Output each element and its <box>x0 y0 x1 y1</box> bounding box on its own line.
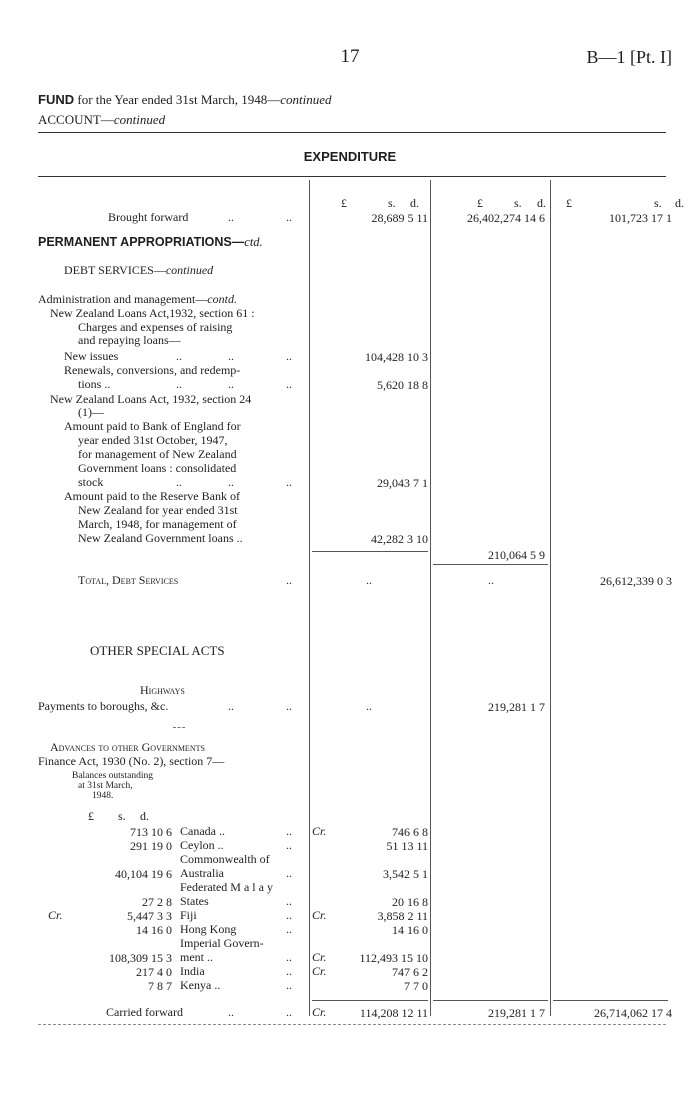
advance-balance: 27 2 8 <box>142 895 172 909</box>
advance-balance-credit: Cr. <box>48 908 63 922</box>
advance-balance: 40,104 19 6 <box>115 867 172 881</box>
permanent-appropriations-heading <box>38 235 263 250</box>
leader-dots: .. <box>228 1005 234 1019</box>
admin-text: Administration and management— <box>38 292 208 306</box>
rb-line-3: March, 1948, for management of <box>78 517 237 531</box>
leader-dots: .. <box>286 964 292 978</box>
advance-country: India <box>180 964 205 978</box>
col3-pound-header: £ <box>566 196 572 210</box>
account-continued: continued <box>113 112 166 127</box>
leader-dots: .. <box>228 475 234 489</box>
rb-amount: 42,282 3 10 <box>371 532 428 546</box>
col1-shilling-header: s. <box>388 196 396 210</box>
boe-line-2: year ended 31st October, 1947, <box>78 433 228 447</box>
advance-credit: Cr. <box>312 824 327 838</box>
header-title-rest: for the Year ended 31st March, 1948— <box>74 92 281 107</box>
subtotal-underline <box>433 564 548 565</box>
advance-amount: 3,542 5 1 <box>383 867 428 881</box>
loans-act-61: New Zealand Loans Act,1932, section 61 : <box>50 306 255 320</box>
balances-line-3: 1948. <box>92 791 114 801</box>
advance-country: Fiji <box>180 908 197 922</box>
leader-dots: .. <box>228 210 234 224</box>
col2-pound-header: £ <box>477 196 483 210</box>
advance-amount: 747 6 2 <box>392 965 428 979</box>
payments-label: Payments to boroughs, &c. <box>38 699 169 713</box>
carried-forward-credit: Cr. <box>312 1005 327 1019</box>
footer-rule <box>38 1024 666 1025</box>
col1-pence-header: d. <box>410 196 419 210</box>
permanent-heading-ctd: ctd. <box>244 235 263 249</box>
leader-dots: .. <box>286 475 292 489</box>
balance-shilling-header: s. <box>118 809 126 823</box>
advance-balance: 7 8 7 <box>148 979 172 993</box>
col2-pence-header: d. <box>537 196 546 210</box>
advance-credit: Cr. <box>312 950 327 964</box>
leader-dots: .. <box>176 349 182 363</box>
leader-dots: .. <box>488 573 494 587</box>
header-account-line <box>38 112 165 128</box>
debt-heading-text: DEBT SERVICES— <box>64 263 166 277</box>
account-word: ACCOUNT— <box>38 112 114 127</box>
payments-amount: 219,281 1 7 <box>488 700 545 714</box>
carried-forward-label: Carried forward <box>106 1005 183 1019</box>
col1-pound-header: £ <box>341 196 347 210</box>
boe-amount: 29,043 7 1 <box>377 476 428 490</box>
loans-act-24: New Zealand Loans Act, 1932, section 24 <box>50 392 252 406</box>
page-number: 17 <box>340 46 360 67</box>
advance-balance: 108,309 15 3 <box>109 951 172 965</box>
total-debt-services-label: Total, Debt Services <box>78 573 179 587</box>
renewals-line-1: Renewals, conversions, and redemp- <box>64 363 241 377</box>
carried-forward-col2: 219,281 1 7 <box>488 1006 545 1020</box>
advance-balance: 217 4 0 <box>136 965 172 979</box>
advance-country: Commonwealth of <box>180 852 270 866</box>
loans-act-24-sub: (1)— <box>78 405 104 419</box>
leader-dots: .. <box>286 908 292 922</box>
new-issues-amount: 104,428 10 3 <box>365 350 428 364</box>
admin-line <box>38 293 237 306</box>
leader-dots: .. <box>286 824 292 838</box>
balances-line-2: at 31st March, <box>78 781 133 791</box>
advance-country: Ceylon .. <box>180 838 224 852</box>
permanent-heading-text: PERMANENT APPROPRIATIONS— <box>38 235 245 249</box>
leader-dots: .. <box>286 210 292 224</box>
leader-dots: .. <box>286 377 292 391</box>
renewals-amount: 5,620 18 8 <box>377 378 428 392</box>
fund-word: FUND <box>38 92 75 107</box>
carried-forward-col1: 114,208 12 11 <box>359 1006 428 1020</box>
advance-balance: 14 16 0 <box>136 923 172 937</box>
leader-dots: .. <box>228 699 234 713</box>
advance-amount: 7 7 0 <box>404 979 428 993</box>
advance-balance: 291 19 0 <box>130 839 172 853</box>
section-title: EXPENDITURE <box>303 149 397 164</box>
boe-line-5: stock <box>78 475 104 489</box>
col3-pence-header: d. <box>675 196 684 210</box>
section-rule <box>38 176 666 177</box>
debt-subtotal: 210,064 5 9 <box>488 548 545 562</box>
header-title-continued: continued <box>280 92 332 107</box>
leader-dots: .. <box>286 349 292 363</box>
leader-dots: .. <box>176 377 182 391</box>
header-rule <box>38 132 666 133</box>
advance-credit: Cr. <box>312 908 327 922</box>
advance-country: Federated M a l a y <box>180 880 273 894</box>
subtotal-rule <box>312 551 428 552</box>
renewals-line-2: tions .. <box>78 377 111 391</box>
advance-country: Canada .. <box>180 824 225 838</box>
brought-forward-col2: 26,402,274 14 6 <box>467 211 545 225</box>
advance-balance: 713 10 6 <box>130 825 172 839</box>
leader-dots: .. <box>286 978 292 992</box>
brought-forward-col1: 28,689 5 11 <box>371 211 428 225</box>
debt-heading-continued: continued <box>165 263 214 277</box>
balances-line-1: Balances outstanding <box>72 771 153 781</box>
new-issues-label: New issues <box>64 349 119 363</box>
advance-amount: 3,858 2 11 <box>377 909 428 923</box>
rb-line-4: New Zealand Government loans .. <box>78 531 243 545</box>
leader-dots: .. <box>286 866 292 880</box>
brought-forward-col3: 101,723 17 1 <box>609 211 672 225</box>
total-debt-services-amount: 26,612,339 0 3 <box>600 574 672 588</box>
advances-heading: Advances to other Governments <box>50 740 205 754</box>
advance-country: Hong Kong <box>180 922 237 936</box>
leader-dots: .. <box>286 950 292 964</box>
leader-dots: .. <box>366 573 372 587</box>
advance-balance: 5,447 3 3 <box>127 909 172 923</box>
rb-line-2: New Zealand for year ended 31st <box>78 503 238 517</box>
advance-credit: Cr. <box>312 964 327 978</box>
advance-amount: 14 16 0 <box>392 923 428 937</box>
leader-dots: .. <box>286 573 292 587</box>
highways-heading: Highways <box>140 683 185 697</box>
advance-amount: 112,493 15 10 <box>359 951 428 965</box>
other-special-acts-heading: OTHER SPECIAL ACTS <box>90 643 225 658</box>
boe-line-3: for management of New Zealand <box>78 447 237 461</box>
leader-dots: .. <box>286 699 292 713</box>
document-reference: B—1 [Pt. I] <box>586 47 672 67</box>
carried-forward-col3: 26,714,062 17 4 <box>594 1006 672 1020</box>
leader-dots: .. <box>228 349 234 363</box>
advance-amount: 51 13 11 <box>386 839 428 853</box>
finance-act-line: Finance Act, 1930 (No. 2), section 7— <box>38 754 225 768</box>
leader-dots: .. <box>286 1005 292 1019</box>
leader-dots: .. <box>366 699 372 713</box>
boe-line-4: Government loans : consolidated <box>78 461 237 475</box>
balance-pence-header: d. <box>140 809 149 823</box>
advance-country: ment .. <box>180 950 213 964</box>
carried-rule-col3 <box>553 1000 668 1001</box>
leader-dots: .. <box>176 475 182 489</box>
advance-country: Imperial Govern- <box>180 936 264 950</box>
column-divider-2 <box>430 180 431 1016</box>
col2-shilling-header: s. <box>514 196 522 210</box>
leader-dots: .. <box>228 377 234 391</box>
column-divider-1 <box>309 180 310 1016</box>
advance-country: States <box>180 894 209 908</box>
leader-dots: .. <box>286 838 292 852</box>
rb-line-1: Amount paid to the Reserve Bank of <box>64 489 240 503</box>
admin-contd: contd. <box>207 292 237 306</box>
column-divider-3 <box>550 180 551 1016</box>
header-title-line <box>38 92 332 108</box>
leader-dots: .. <box>286 894 292 908</box>
col3-shilling-header: s. <box>654 196 662 210</box>
leader-dots: .. <box>286 922 292 936</box>
carried-rule-col1 <box>312 1000 428 1001</box>
advance-country: Kenya .. <box>180 978 221 992</box>
brought-forward-label: Brought forward <box>108 210 189 224</box>
advance-amount: 746 6 8 <box>392 825 428 839</box>
charges-line-2: and repaying loans— <box>78 333 181 347</box>
debt-services-heading <box>64 264 213 277</box>
carried-rule-col2 <box>433 1000 548 1001</box>
dotted-mark <box>173 727 185 728</box>
balance-pound-header: £ <box>88 809 94 823</box>
charges-line-1: Charges and expenses of raising <box>78 320 233 334</box>
advance-country: Australia <box>180 866 224 880</box>
advance-amount: 20 16 8 <box>392 895 428 909</box>
boe-line-1: Amount paid to Bank of England for <box>64 419 241 433</box>
